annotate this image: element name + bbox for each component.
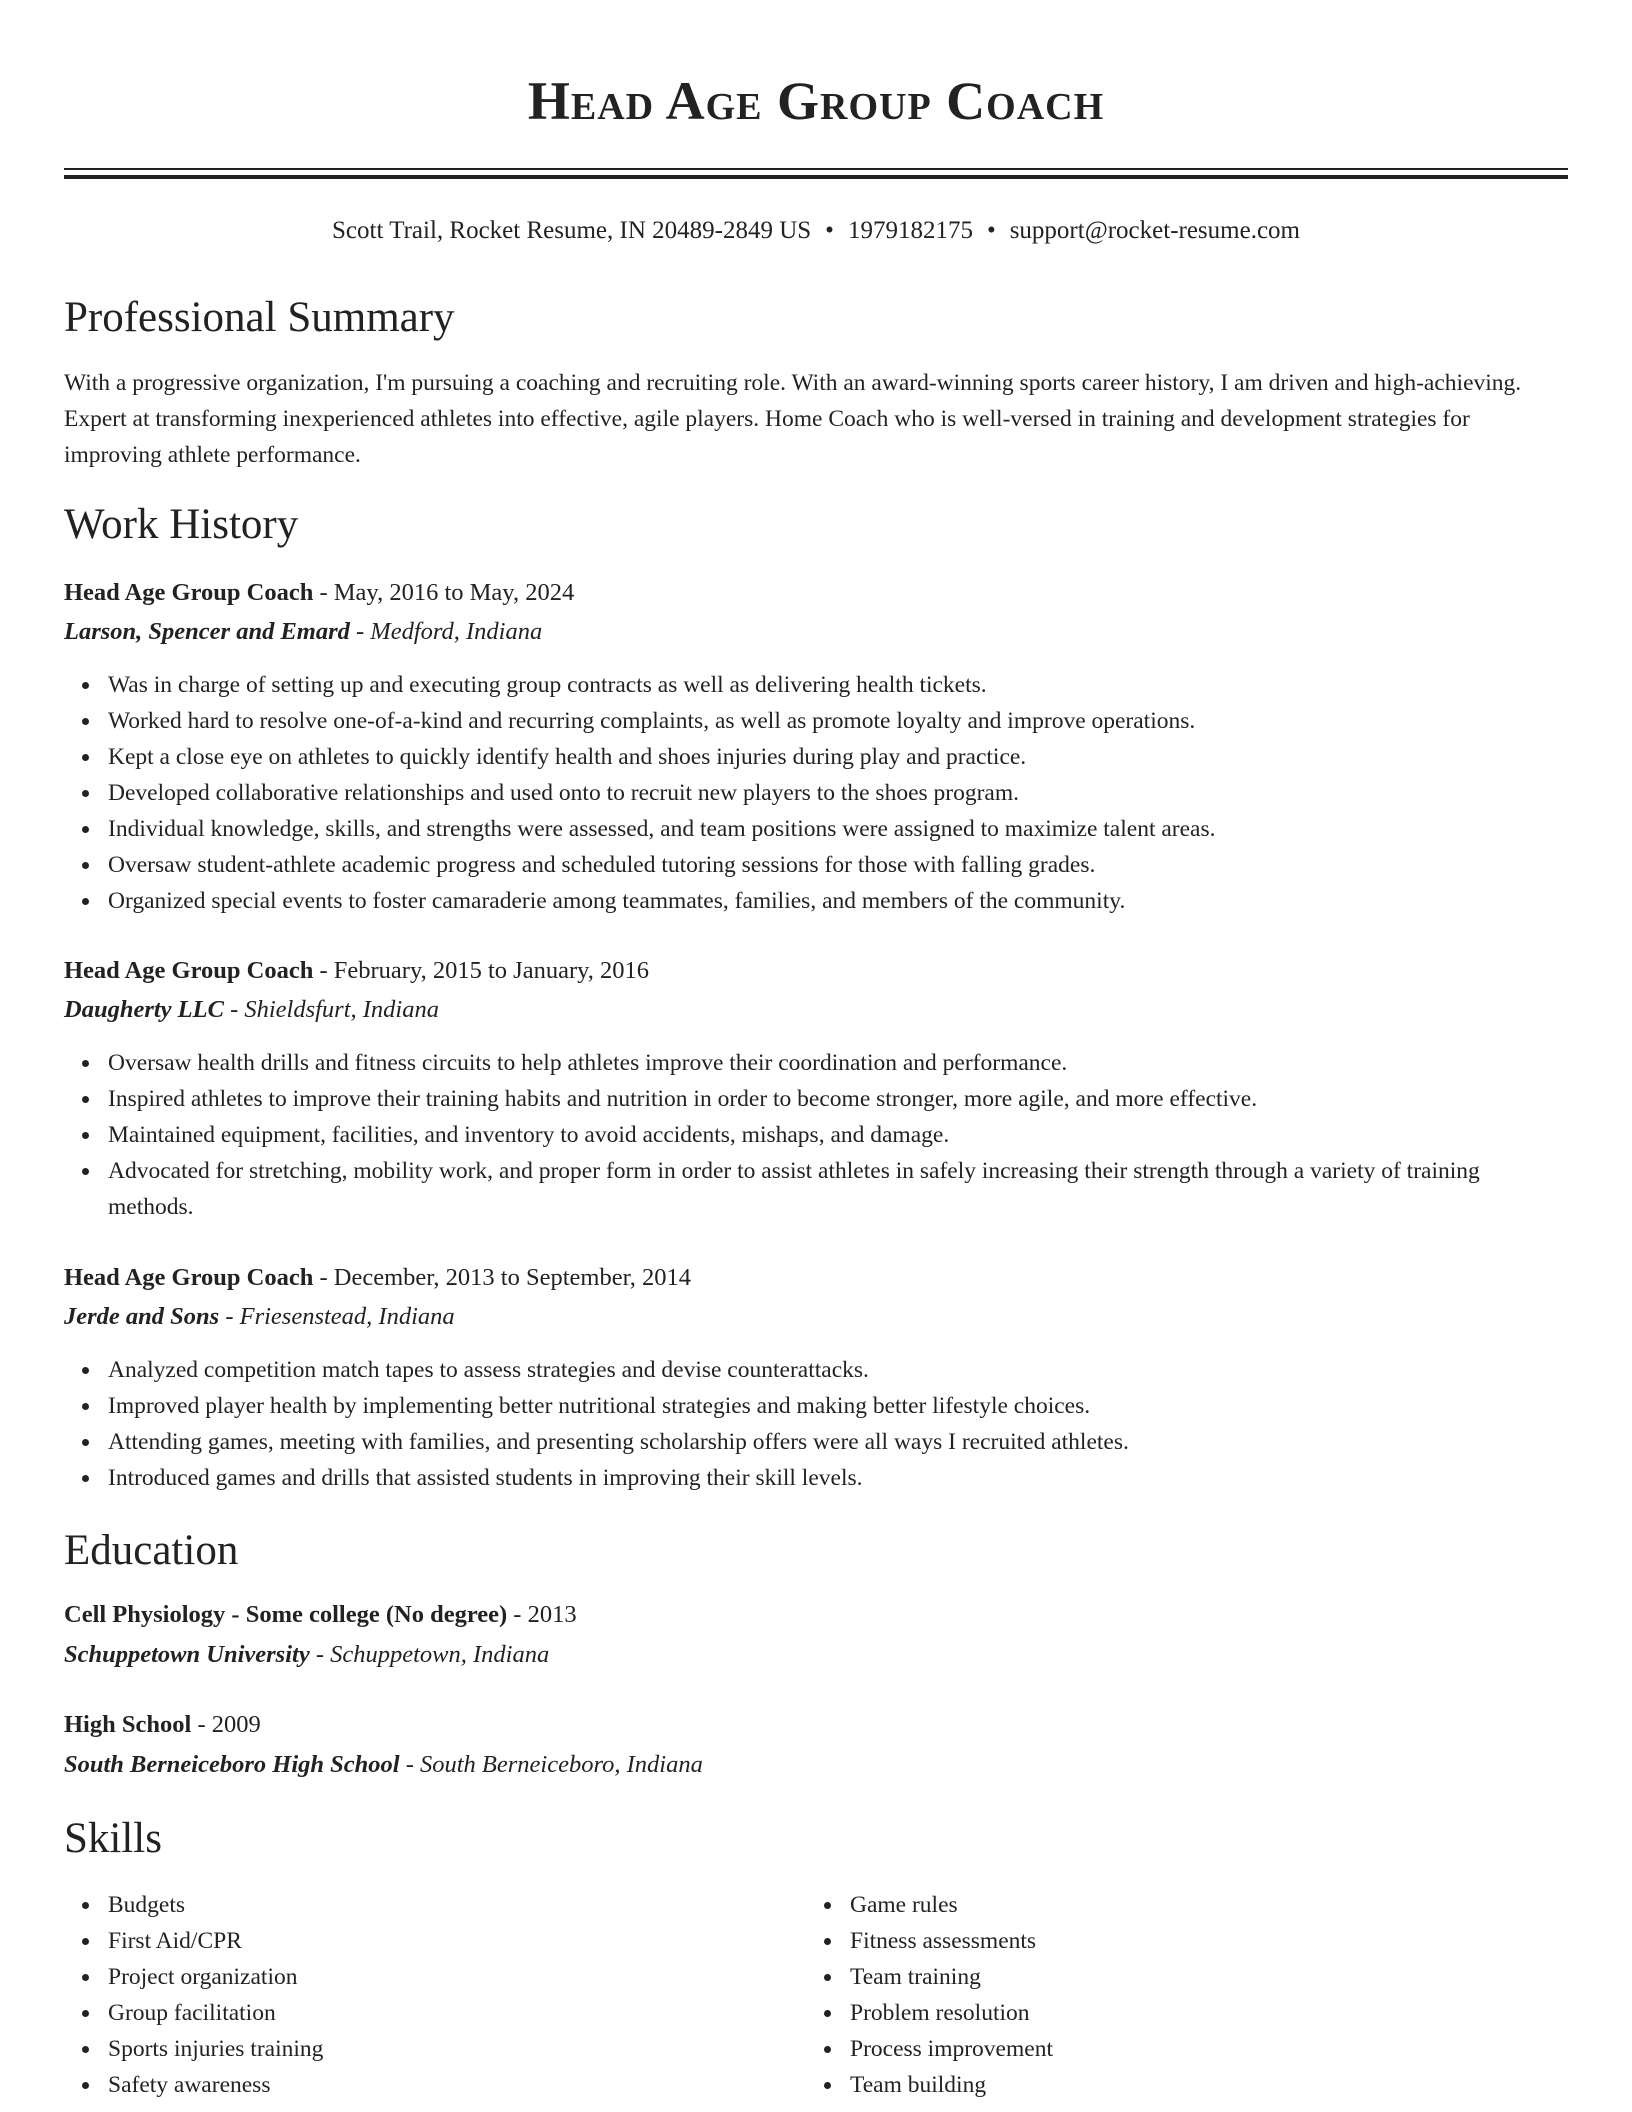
job-bullets: [108, 1045, 1568, 1225]
job-title: Head Age Group Coach: [64, 1264, 314, 1291]
job-location: - Shieldsfurt, Indiana: [230, 996, 439, 1023]
list-item: Organized special events to foster camaraderie among teammates, families, and members of the community.: [108, 883, 1568, 919]
education-location: - Schuppetown, Indiana: [315, 1641, 550, 1668]
skill-item: Team training: [850, 1959, 1550, 1995]
job-dates: - February, 2015 to January, 2016: [319, 957, 650, 984]
job-title-line: [64, 575, 1568, 611]
skill-item: Safety awareness: [108, 2067, 788, 2103]
contact-separator: •: [986, 217, 996, 244]
job-company: Daugherty LLC: [64, 996, 224, 1023]
list-item: Was in charge of setting up and executing group contracts as well as delivering health tickets.: [108, 667, 1568, 703]
skill-item: Group facilitation: [108, 1995, 788, 2031]
header-rule-thick: [64, 175, 1568, 179]
skill-item: Fitness assessments: [850, 1923, 1550, 1959]
education-year: - 2009: [197, 1711, 261, 1738]
job-title: Head Age Group Coach: [64, 579, 314, 606]
job-location: - Medford, Indiana: [356, 618, 543, 645]
job-company: Larson, Spencer and Emard: [64, 618, 350, 645]
list-item: Developed collaborative relationships and used onto to recruit new players to the shoes program.: [108, 775, 1568, 811]
contact-line: [64, 214, 1568, 248]
education-degree-line: [64, 1597, 1568, 1633]
skill-item: Team building: [850, 2067, 1550, 2103]
job-title-line: [64, 1260, 1568, 1296]
job-title: Head Age Group Coach: [64, 957, 314, 984]
list-item: Kept a close eye on athletes to quickly identify health and shoes injuries during play and practice.: [108, 739, 1568, 775]
skill-item: Problem resolution: [850, 1995, 1550, 2031]
list-item: Worked hard to resolve one-of-a-kind and recurring complaints, as well as promote loyalty and improve operations.: [108, 703, 1568, 739]
job-location: - Friesenstead, Indiana: [225, 1303, 455, 1330]
job-company-line: [64, 614, 1568, 650]
summary-text: With a progressive organization, I'm pursuing a coaching and recruiting role. With an award-winning sports career history, I am driven and high-achieving. Expert at transforming inexperienced athletes into effective, agile players. Home Coach who is well-versed in training and development strategies for improving athlete performance.: [64, 370, 1522, 468]
skill-item: First Aid/CPR: [108, 1923, 788, 1959]
skills-heading: Skills: [64, 1815, 162, 1862]
resume-content: [64, 0, 1568, 2098]
contact-phone: 1979182175: [847, 217, 973, 244]
education-heading: Education: [64, 1527, 239, 1574]
job-company: Jerde and Sons: [64, 1303, 220, 1330]
skills-list-left: [108, 1887, 788, 2103]
header-rule-thin: [64, 168, 1568, 170]
education-year: - 2013: [513, 1601, 577, 1628]
education-location: - South Berneiceboro, Indiana: [405, 1751, 703, 1778]
list-item: Introduced games and drills that assisted students in improving their skill levels.: [108, 1460, 1568, 1496]
job-dates: - May, 2016 to May, 2024: [319, 579, 575, 606]
skill-item: Sports injuries training: [108, 2031, 788, 2067]
contact-address: Scott Trail, Rocket Resume, IN 20489-2849 US: [332, 217, 812, 244]
summary-heading: Professional Summary: [64, 294, 455, 341]
job-title-line: [64, 953, 1568, 989]
list-item: Oversaw student-athlete academic progress and scheduled tutoring sessions for those with falling grades.: [108, 847, 1568, 883]
skill-item: Game rules: [850, 1887, 1550, 1923]
job-company-line: [64, 1299, 1568, 1335]
list-item: Inspired athletes to improve their training habits and nutrition in order to become stronger, more agile, and more effective.: [108, 1081, 1568, 1117]
list-item: Advocated for stretching, mobility work, and proper form in order to assist athletes in safely increasing their strength through a variety of training methods.: [108, 1153, 1568, 1225]
skill-item: Process improvement: [850, 2031, 1550, 2067]
education-degree-line: [64, 1707, 1568, 1743]
list-item: Oversaw health drills and fitness circuits to help athletes improve their coordination and performance.: [108, 1045, 1568, 1081]
education-school: Schuppetown University: [64, 1641, 310, 1668]
education-degree: High School: [64, 1711, 192, 1738]
job-dates: - December, 2013 to September, 2014: [319, 1264, 692, 1291]
resume-name: Head Age Group Coach: [527, 71, 1105, 131]
education-school: South Berneiceboro High School: [64, 1751, 400, 1778]
list-item: Improved player health by implementing better nutritional strategies and making better lifestyle choices.: [108, 1388, 1568, 1424]
job-bullets: [108, 667, 1568, 919]
skill-item: Project organization: [108, 1959, 788, 1995]
list-item: Maintained equipment, facilities, and inventory to avoid accidents, mishaps, and damage.: [108, 1117, 1568, 1153]
list-item: Attending games, meeting with families, and presenting scholarship offers were all ways I recruited athletes.: [108, 1424, 1568, 1460]
list-item: Individual knowledge, skills, and strengths were assessed, and team positions were assigned to maximize talent areas.: [108, 811, 1568, 847]
contact-email: support@rocket-resume.com: [1009, 217, 1300, 244]
list-item: Analyzed competition match tapes to assess strategies and devise counterattacks.: [108, 1352, 1568, 1388]
work-history-heading: Work History: [64, 501, 299, 548]
skills-list-right: [850, 1887, 1550, 2103]
education-school-line: [64, 1637, 1568, 1673]
education-school-line: [64, 1747, 1568, 1783]
contact-separator: •: [825, 217, 834, 244]
job-company-line: [64, 992, 1568, 1028]
skill-item: Budgets: [108, 1887, 788, 1923]
job-bullets: [108, 1352, 1568, 1496]
education-degree: Cell Physiology - Some college (No degree): [64, 1601, 508, 1628]
